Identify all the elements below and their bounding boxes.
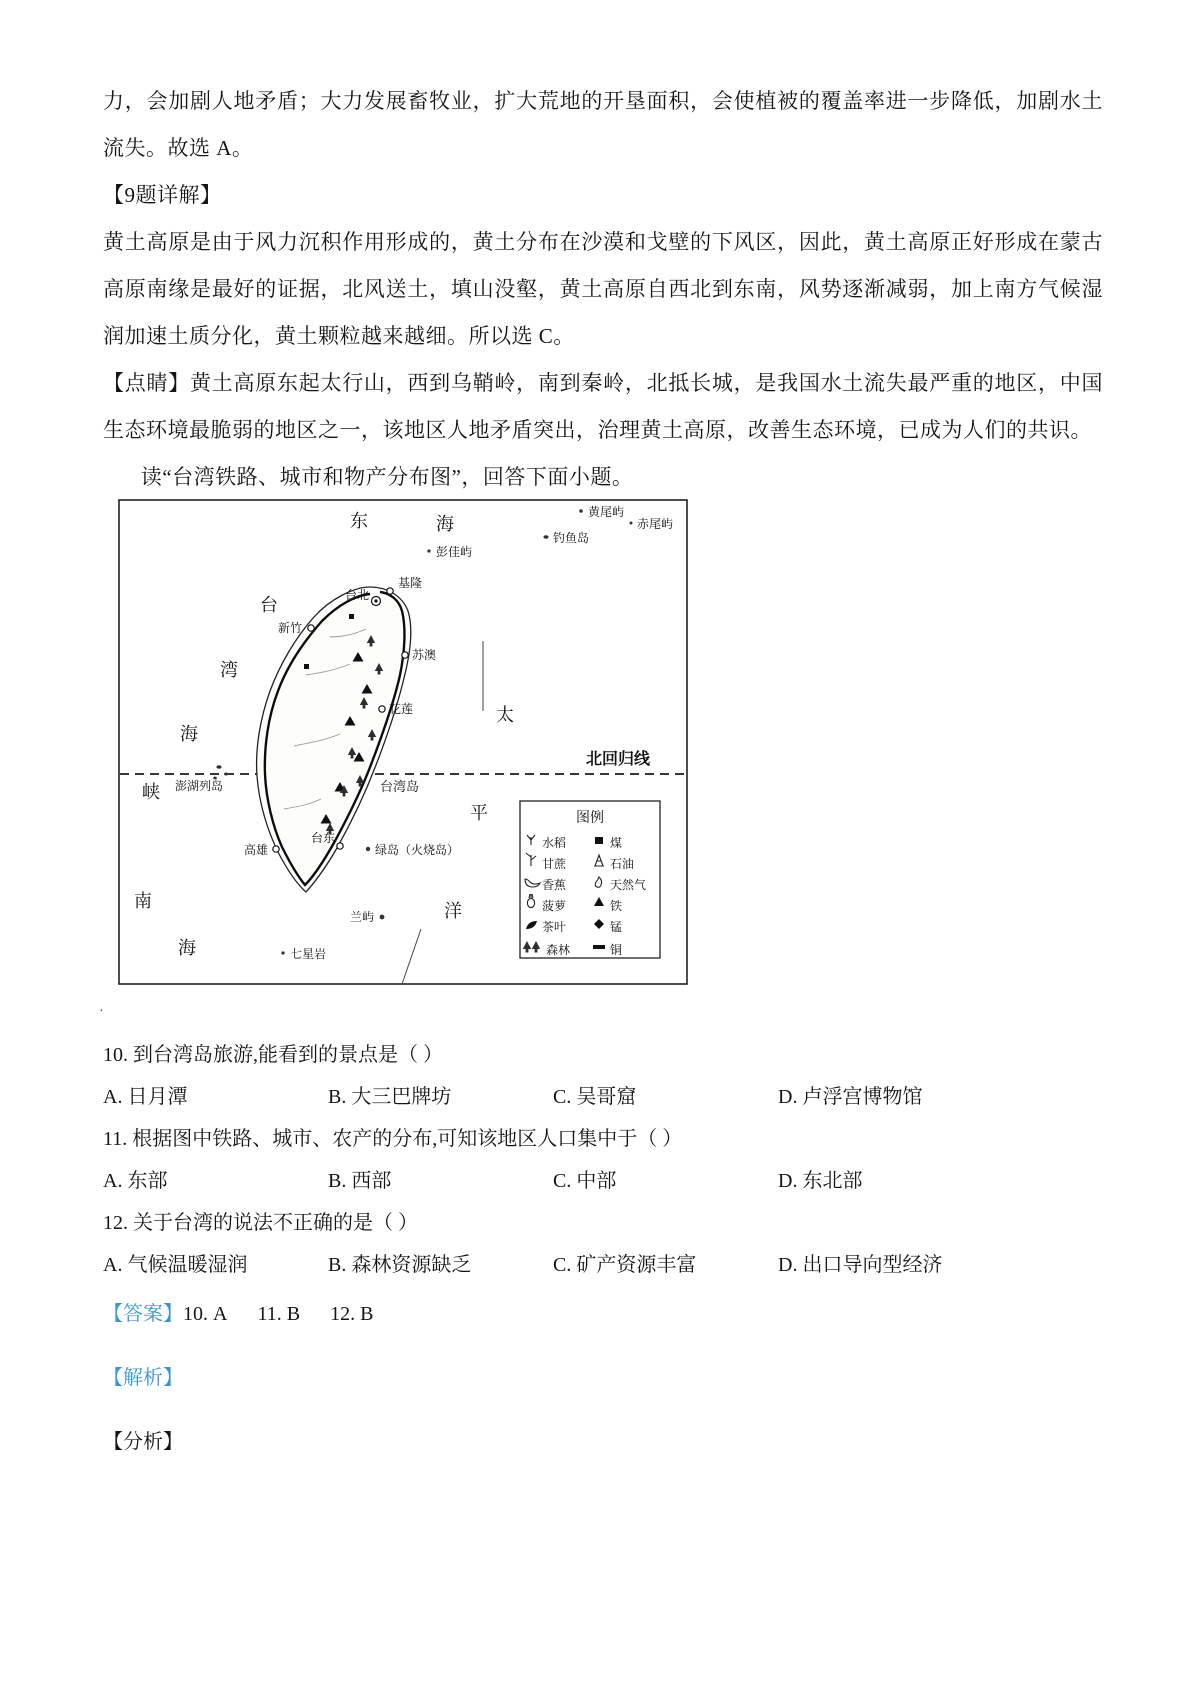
legend-pineapple: 菠萝 <box>542 899 567 913</box>
strait-char-4: 峡 <box>142 782 160 802</box>
q12-option-b: B. 森林资源缺乏 <box>328 1254 472 1276</box>
legend-gas: 天然气 <box>610 878 647 892</box>
q12-option-c: C. 矿产资源丰富 <box>553 1254 697 1276</box>
natural-gas-icon <box>595 877 601 887</box>
label-pengjiayu: 彭佳屿 <box>436 545 473 559</box>
label-lvdao: 绿岛（火烧岛） <box>375 843 460 857</box>
dianjing-text: 【点睛】黄土高原东起太行山，西到乌鞘岭，南到秦岭，北抵长城，是我国水土流失最严重的地区，中国生态环境最脆弱的地区之一，该地区人地矛盾突出，治理黄土高原，改善生态环境，已成为人们的共识。 <box>103 371 1103 442</box>
question-12-options <box>103 1244 1103 1286</box>
stray-mark: · <box>99 1004 104 1019</box>
legend-rice: 水稻 <box>542 836 567 850</box>
q10-option-d: D. 卢浮宫博物馆 <box>778 1086 923 1108</box>
oil-derrick-icon <box>594 855 604 866</box>
strait-char-3: 海 <box>180 724 198 744</box>
question-11 <box>103 1118 1103 1202</box>
east-sea-char-2: 海 <box>436 514 454 534</box>
label-taiwan-island: 台湾岛 <box>380 779 420 794</box>
taiwan-map-svg <box>118 499 688 985</box>
question-12-stem: 12. 关于台湾的说法不正确的是（ ） <box>103 1212 418 1234</box>
pacific-char-3: 洋 <box>444 901 462 921</box>
q11-option-a: A. 东部 <box>103 1170 168 1192</box>
q9-detail-text: 黄土高原是由于风力沉积作用形成的，黄土分布在沙漠和戈壁的下风区，因此，黄土高原正好形成在蒙古高原南缘是最好的证据，北风送土，填山没壑，黄土高原自西北到东南，风势逐渐减弱，加上南方气候湿润加速土质分化，黄土颗粒越来越细。所以选 C。 <box>103 230 1103 348</box>
legend-coal: 煤 <box>610 836 623 850</box>
strait-char-2: 湾 <box>220 660 238 680</box>
forest-legend-icon <box>523 941 540 953</box>
sugarcane-icon <box>526 853 536 866</box>
meridian-segment-bottom <box>402 929 421 984</box>
q11-option-b: B. 西部 <box>328 1170 392 1192</box>
banana-icon <box>525 879 540 887</box>
legend-tea: 茶叶 <box>542 920 567 934</box>
legend-iron: 铁 <box>610 899 623 913</box>
legend-title: 图例 <box>576 811 604 826</box>
question-10-stem: 10. 到台湾岛旅游,能看到的景点是（ ） <box>103 1044 443 1066</box>
map-intro-text: 读“台湾铁路、城市和物产分布图”，回答下面小题。 <box>140 465 634 489</box>
jiexi-line <box>103 1356 1103 1400</box>
pineapple-icon <box>527 898 534 907</box>
q11-option-c: C. 中部 <box>553 1170 617 1192</box>
answer-q10: 10. A <box>183 1303 228 1325</box>
label-chiweiyu: 赤尾屿 <box>637 517 674 531</box>
label-taidong: 台东 <box>311 831 336 845</box>
q9-detail-label: 【9题详解】 <box>103 183 222 207</box>
answer-q12: 12. B <box>330 1303 374 1325</box>
questions-section <box>103 1034 1103 1464</box>
copper-icon <box>593 945 605 949</box>
manganese-icon <box>594 919 604 929</box>
question-11-options <box>103 1160 1103 1202</box>
question-10 <box>103 1034 1103 1118</box>
q10-option-c: C. 吴哥窟 <box>553 1086 637 1108</box>
page-content <box>99 78 1103 1484</box>
q11-option-d: D. 东北部 <box>778 1170 863 1192</box>
answer-q11: 11. B <box>257 1303 301 1325</box>
tea-icon <box>526 921 537 929</box>
legend-sugarcane: 甘蔗 <box>542 857 567 871</box>
label-xinzhu: 新竹 <box>278 621 303 635</box>
label-jilong: 基隆 <box>398 576 423 590</box>
strait-char-1: 台 <box>260 595 278 615</box>
map-frame <box>119 500 687 984</box>
tropic-of-cancer-label: 北回归线 <box>586 751 651 768</box>
legend-banana: 香蕉 <box>542 878 567 892</box>
place-labels <box>175 505 673 961</box>
taiwan-map <box>118 499 688 990</box>
legend-oil: 石油 <box>610 857 635 871</box>
label-huangweiyu: 黄尾屿 <box>588 505 625 519</box>
legend-manganese: 锰 <box>610 920 623 934</box>
q12-option-a: A. 气候温暖湿润 <box>103 1254 248 1276</box>
q12-option-d: D. 出口导向型经济 <box>778 1254 943 1276</box>
label-gaoxiong: 高雄 <box>244 843 269 857</box>
jiexi-label: 【解析】 <box>103 1367 183 1389</box>
label-qixingyan: 七星岩 <box>290 947 327 961</box>
pacific-char-2: 平 <box>470 803 488 823</box>
map-legend <box>520 801 660 958</box>
label-diaoyudao: 钓鱼岛 <box>553 531 590 545</box>
legend-copper: 铜 <box>610 943 623 957</box>
label-hualian: 花莲 <box>389 702 414 716</box>
legend-forest: 森林 <box>546 943 571 957</box>
paragraph-q8-tail: 力，会加剧人地矛盾；大力发展畜牧业，扩大荒地的开垦面积，会使植被的覆盖率进一步降低，加剧水土流失。故选 A。 <box>103 89 1103 160</box>
pineapple-crown <box>529 894 533 898</box>
rice-icon <box>527 835 535 845</box>
fenxi-line <box>103 1420 1103 1464</box>
iron-icon <box>594 897 604 906</box>
pacific-char-1: 太 <box>496 705 514 725</box>
answer-label: 【答案】 <box>103 1303 183 1325</box>
south-sea-char-1: 南 <box>134 891 152 911</box>
q10-option-a: A. 日月潭 <box>103 1086 188 1108</box>
q10-option-b: B. 大三巴牌坊 <box>328 1086 452 1108</box>
question-10-options <box>103 1076 1103 1118</box>
label-suao: 苏澳 <box>412 648 437 662</box>
east-sea-char-1: 东 <box>350 511 368 531</box>
question-11-stem: 11. 根据图中铁路、城市、农产的分布,可知该地区人口集中于（ ） <box>103 1128 683 1150</box>
label-lanyu: 兰屿 <box>350 910 375 924</box>
question-12 <box>103 1202 1103 1286</box>
label-penghu: 澎湖列岛 <box>175 779 224 793</box>
coal-icon <box>595 837 603 844</box>
fenxi-label: 【分析】 <box>103 1431 183 1453</box>
label-taibei: 台北 <box>345 588 370 602</box>
south-sea-char-2: 海 <box>178 938 196 958</box>
answer-line <box>103 1292 1103 1336</box>
